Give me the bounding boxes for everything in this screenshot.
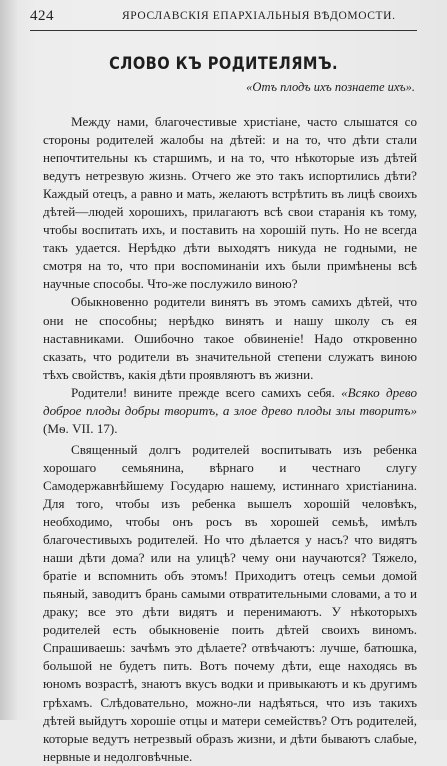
running-header: [30, 8, 425, 28]
header-rule: [30, 30, 417, 31]
paragraph-3-text: Родители! вините прежде всего самихъ себя.: [71, 384, 335, 400]
article-title: СЛОВО КЪ РОДИТЕЛЯМЪ.: [109, 54, 339, 74]
paragraph-1: Между нами, благочестивые христіане, часто слышатся со стороны родителей жалобы на дѣтей: и на то, что дѣти стали непочтительны къ старшимъ, и на то, что нѣкоторые изъ дѣтей ведутъ нетрезвую жизнь. Отчего же это такъ испортились дѣти? Каждый отецъ, а равно и мать, желаютъ встрѣтить въ лицѣ своихъ дѣтей—людей хорошихъ, прилагаютъ всѣ свои старанія къ тому, чтобы воспитать ихъ, и поставить на хорошій путь. Но не всегда такъ удается. Нерѣдко дѣти выходятъ никуда не годными, не смотря на то, что при воспоминаніи ихъ были примѣнены всѣ научные способы. Что-же послужило виною?: [43, 114, 417, 292]
page-fold-shadow: [0, 0, 18, 720]
paragraph-2: Обыкновенно родители винятъ въ этомъ самихъ дѣтей, что они не способны; нерѣдко винятъ и нашу школу съ ея наставниками. Ошибочно такое обвиненіе! Надо откровенно сказать, что родители въ значительной степени служатъ виною тѣхъ свойствъ, какія дѣти проявляютъ въ жизни.: [43, 294, 417, 382]
page-number: 424: [30, 8, 54, 24]
scripture-quote: «Всяко древо доброе плоды добры творитъ, а злое древо плоды злы творитъ»: [43, 384, 417, 418]
article-body: [43, 113, 417, 766]
running-title: ЯРОСЛАВСКІЯ ЕПАРХІАЛЬНЫЯ ВѢДОМОСТИ.: [122, 10, 396, 22]
article-epigraph: «Отъ плодъ ихъ познаете ихъ».: [246, 80, 415, 94]
scripture-reference: (Мѳ. VII. 17).: [43, 420, 118, 436]
paragraph-3: [43, 384, 417, 438]
paragraph-4: Священный долгъ родителей воспитывать изъ ребенка хорошаго семьянина, вѣрнаго и честнаго слугу Самодержавнѣйшему Государю нашему, истиннаго христіанина. Для того, чтобы изъ ребенка вышелъ хорошій человѣкъ, необходимо, чтобы онъ росъ въ хорошей семьѣ, имѣлъ благочестивыхъ родителей. Но что дѣлается у насъ? что видятъ наши дѣти дома? или на улицѣ? чему они научаются? Тяжело, братіе и вспомнить объ этомъ! Приходитъ отецъ семьи домой пьяный, заводитъ брань самыми отвратительными словами, а то и драку; все это дѣти видятъ и перенимаютъ. У нѣкоторыхъ родителей есть обыкновеніе поить дѣтей своихъ виномъ. Спрашиваешь: зачѣмъ это дѣлаете? отвѣчаютъ: лучше, батюшка, большой не будетъ пить. Вотъ почему дѣти, еще находясь въ юномъ возрастѣ, знаютъ вкусъ водки и привыкаютъ и къ другимъ грѣхамъ. Слѣдовательно, можно-ли надѣяться, что изъ такихъ дѣтей выйдутъ хорошіе отцы и матери семействъ? Отъ родителей, которые ведутъ нетрезвый образъ жизни, и дѣти бываютъ слабые, нервные и недолговѣчные.: [43, 441, 417, 764]
